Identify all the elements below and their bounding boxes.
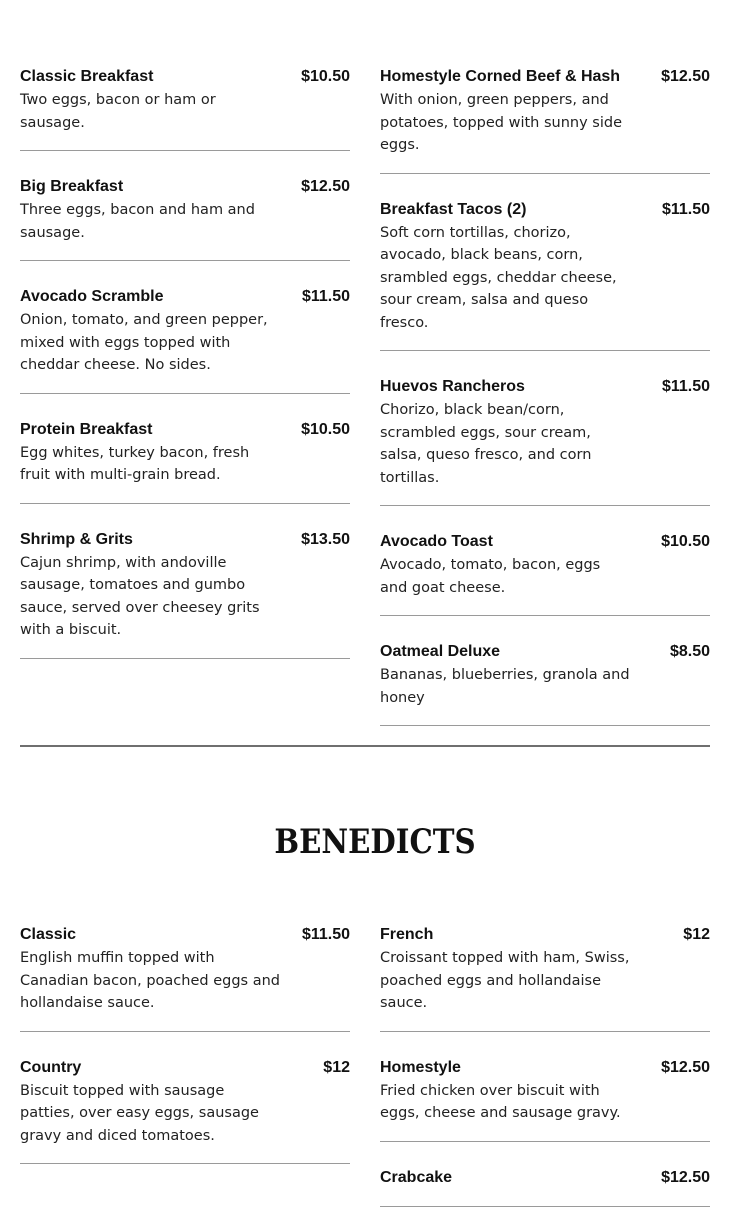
item-description: Soft corn tortillas, chorizo, avocado, black beans, corn, srambled eggs, cheddar cheese, sour cream, salsa and queso fresco. xyxy=(380,224,617,331)
item-price: $10.50 xyxy=(301,68,350,85)
item-price: $11.50 xyxy=(301,288,350,305)
item-name: French xyxy=(380,926,434,943)
menu-item xyxy=(380,1160,710,1207)
item-price: $12 xyxy=(683,926,710,943)
menu-item xyxy=(380,1050,710,1142)
item-name: Oatmeal Deluxe xyxy=(380,643,501,660)
item-name: Crabcake xyxy=(380,1168,453,1186)
menu-item xyxy=(380,59,710,174)
menu-item xyxy=(20,169,350,261)
menu-item xyxy=(20,917,350,1032)
item-price: $12.50 xyxy=(661,1058,710,1076)
menu-item xyxy=(20,59,350,151)
item-name: Classic Breakfast xyxy=(20,68,154,85)
item-description: Cajun shrimp, with andoville sausage, tomatoes and gumbo sauce, served over cheesey grits with a biscuit. xyxy=(20,554,260,638)
item-name: Country xyxy=(20,1058,82,1076)
section-divider xyxy=(20,745,710,747)
item-name: Protein Breakfast xyxy=(20,420,153,438)
item-price: $12.50 xyxy=(661,1168,710,1186)
benedicts-left-column xyxy=(20,917,350,1225)
menu-item xyxy=(20,522,350,659)
menu-item xyxy=(380,917,710,1032)
item-name: Homestyle xyxy=(380,1058,461,1076)
item-price: $12 xyxy=(323,1058,350,1076)
item-name: Breakfast Tacos (2) xyxy=(380,200,527,218)
item-price: $10.50 xyxy=(301,420,350,438)
menu-item xyxy=(380,192,710,352)
item-price: $11.50 xyxy=(301,926,350,943)
item-description: Two eggs, bacon or ham or sausage. xyxy=(20,92,216,131)
item-name: Shrimp & Grits xyxy=(20,530,133,548)
item-price: $12.50 xyxy=(301,178,350,195)
item-price: $11.50 xyxy=(661,378,710,395)
breakfast-right-column xyxy=(380,59,710,744)
menu-item xyxy=(380,369,710,506)
item-description: Bananas, blueberries, granola and honey xyxy=(380,667,630,706)
menu-item xyxy=(20,279,350,394)
item-name: Avocado Toast xyxy=(380,533,493,550)
item-description: Chorizo, black bean/corn, scrambled eggs, sour cream, salsa, queso fresco, and corn tortillas. xyxy=(380,402,592,486)
item-description: Three eggs, bacon and ham and sausage. xyxy=(20,202,255,241)
menu-item xyxy=(20,1050,350,1165)
item-description: With onion, green peppers, and potatoes, topped with sunny side eggs. xyxy=(380,92,622,153)
benedicts-right-column xyxy=(380,917,710,1225)
item-description: Avocado, tomato, bacon, eggs and goat cheese. xyxy=(380,557,601,596)
breakfast-section xyxy=(20,59,710,744)
item-name: Huevos Rancheros xyxy=(380,378,525,395)
item-description: English muffin topped with Canadian bacon, poached eggs and hollandaise sauce. xyxy=(20,950,280,1011)
breakfast-left-column xyxy=(20,59,350,744)
item-price: $8.50 xyxy=(669,643,710,660)
item-price: $13.50 xyxy=(301,530,350,548)
item-description: Fried chicken over biscuit with eggs, cheese and sausage gravy. xyxy=(380,1082,621,1121)
item-price: $10.50 xyxy=(661,533,710,550)
item-price: $12.50 xyxy=(661,68,710,85)
item-name: Big Breakfast xyxy=(20,178,124,195)
item-description: Onion, tomato, and green pepper, mixed with eggs topped with cheddar cheese. No sides. xyxy=(20,312,268,373)
menu-item xyxy=(20,412,350,504)
item-description: Egg whites, turkey bacon, fresh fruit with multi-grain bread. xyxy=(20,444,250,483)
section-title-benedicts: BENEDICTS xyxy=(274,822,476,862)
item-description: Biscuit topped with sausage patties, over easy eggs, sausage gravy and diced tomatoes. xyxy=(20,1082,259,1144)
menu-item xyxy=(380,524,710,616)
item-description: Croissant topped with ham, Swiss, poached eggs and hollandaise sauce. xyxy=(380,950,630,1011)
item-name: Homestyle Corned Beef & Hash xyxy=(380,68,621,85)
menu-item xyxy=(380,634,710,726)
item-name: Avocado Scramble xyxy=(20,288,164,305)
item-name: Classic xyxy=(20,926,77,943)
benedicts-section xyxy=(20,917,710,1225)
item-price: $11.50 xyxy=(661,200,710,218)
